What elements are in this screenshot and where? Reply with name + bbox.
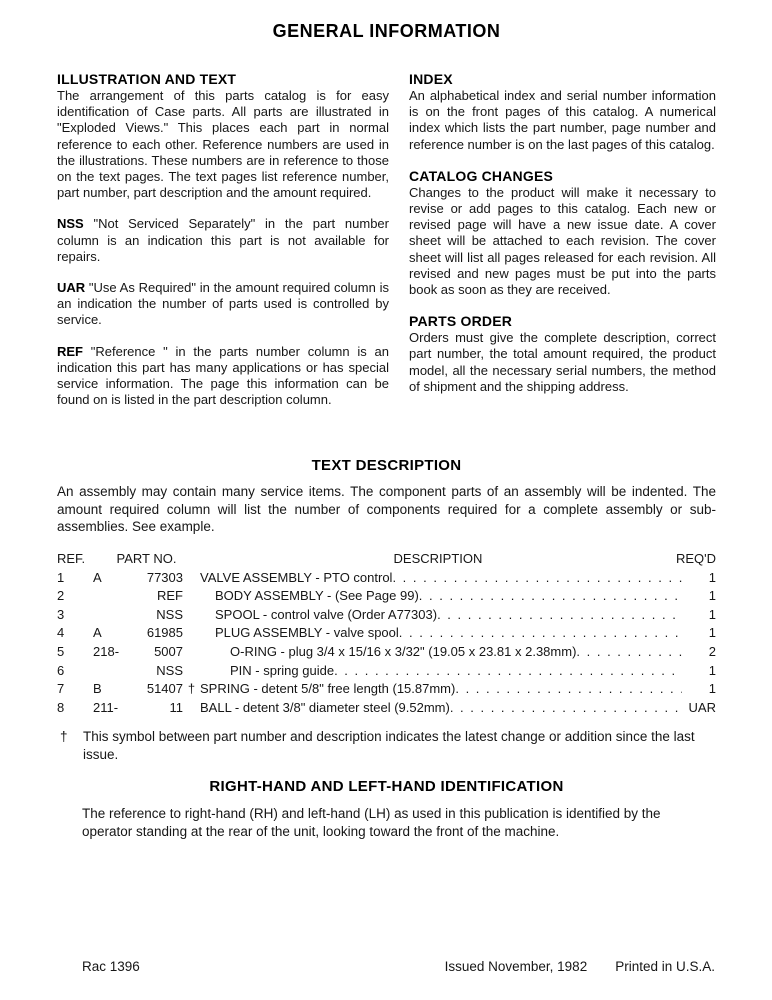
- part-prefix-cell: A: [93, 625, 102, 641]
- section-catalog-changes: [409, 168, 716, 298]
- section-paragraph: The arrangement of this parts catalog is for easy identification of Case parts. All parts are illustrated in "Exploded Views." This places each part in normal reference to each other. Reference numbers are used in the illustrations. These numbers are in reference to those on the text pages. The text pages list reference number, part number, part description and the amount required.: [57, 88, 389, 201]
- right-column: [409, 71, 716, 423]
- section-ref: [57, 344, 389, 409]
- table-row: [57, 569, 716, 588]
- term-text: "Not Serviced Separately" in the part number column is an indication this part is not available for repairs.: [57, 216, 389, 264]
- description-cell: PLUG ASSEMBLY - valve spool: [215, 625, 399, 641]
- part-number-cell: 5007: [154, 643, 183, 659]
- ref-cell: 2: [57, 588, 65, 604]
- table-header-row: [57, 550, 716, 569]
- part-number-cell: 61985: [146, 625, 183, 641]
- term-text: "Reference " in the parts number column is an indication this part has many applications or has special service information. The page this information can be found on is listed in the part description column.: [57, 343, 389, 408]
- text-description-paragraph: An assembly may contain many service items. The component parts of an assembly will be indented. The amount required column will list the number of components required for a complete assembly or sub-assemblies. See example.: [57, 484, 716, 535]
- ref-cell: 4: [57, 625, 65, 641]
- dot-leader: [455, 680, 682, 699]
- change-flag-icon: †: [187, 681, 196, 697]
- header-part-no: PART NO.: [116, 550, 177, 566]
- section-uar: [57, 280, 389, 329]
- dot-leader: [399, 624, 682, 643]
- dagger-footnote: [57, 728, 716, 763]
- table-row: [57, 606, 716, 625]
- section-nss: [57, 216, 389, 265]
- dot-leader: [450, 699, 682, 718]
- description-cell: BODY ASSEMBLY - (See Page 99): [215, 588, 419, 604]
- part-number-cell: 77303: [146, 569, 183, 585]
- header-reqd: REQ'D: [675, 550, 716, 566]
- reqd-cell: 1: [708, 588, 716, 604]
- reqd-cell: 1: [708, 569, 716, 585]
- section-paragraph: [57, 216, 389, 265]
- dot-leader: [392, 569, 682, 588]
- section-parts-order: [409, 313, 716, 395]
- footer-issue-date: Issued November, 1982: [444, 959, 588, 974]
- table-row: [57, 662, 716, 681]
- ref-cell: 3: [57, 606, 65, 622]
- part-number-cell: 51407: [146, 681, 183, 697]
- two-column-section: [57, 71, 716, 423]
- section-paragraph: [57, 280, 389, 329]
- header-description: DESCRIPTION: [393, 550, 483, 566]
- footnote-text: This symbol between part number and description indicates the latest change or addition since the last issue.: [83, 729, 695, 762]
- left-column: [57, 71, 389, 423]
- description-cell: PIN - spring guide: [230, 662, 335, 678]
- text-description-heading: TEXT DESCRIPTION: [311, 457, 462, 475]
- reqd-cell: 1: [708, 662, 716, 678]
- term-lead: REF: [57, 343, 83, 359]
- reqd-cell: 1: [708, 625, 716, 641]
- part-prefix-cell: A: [93, 569, 102, 585]
- ref-cell: 5: [57, 643, 65, 659]
- part-number-cell: NSS: [156, 606, 183, 622]
- table-row: [57, 587, 716, 606]
- term-text: "Use As Required" in the amount required column is an indication the number of parts used is controlled by service.: [57, 280, 389, 328]
- parts-table: [57, 550, 716, 717]
- section-illustration-and-text: [57, 71, 389, 201]
- part-number-cell: REF: [157, 588, 183, 604]
- description-cell: VALVE ASSEMBLY - PTO control: [200, 569, 393, 585]
- ref-cell: 1: [57, 569, 65, 585]
- section-heading: INDEX: [409, 71, 453, 87]
- footer-doc-number: Rac 1396: [82, 959, 140, 974]
- description-cell: SPRING - detent 5/8" free length (15.87mm): [200, 681, 456, 697]
- section-index: [409, 71, 716, 153]
- table-row: [57, 699, 716, 718]
- section-paragraph: Changes to the product will make it necessary to revise or add pages to this catalog. Each new or revised page will have a new issue date. A cover sheet will be attached to each revision. The cover sheet will list all pages released for each revision. All revised and new pages must be put into the parts book as soon as they are received.: [409, 184, 716, 298]
- section-paragraph: An alphabetical index and serial number information is on the front pages of this catalog. A numerical index which lists the part number, page number and reference number is on the last pages of this catalog.: [409, 88, 716, 152]
- dot-leader: [576, 643, 682, 662]
- part-number-cell: 11: [169, 699, 183, 715]
- ref-cell: 7: [57, 681, 65, 697]
- term-lead: NSS: [57, 216, 84, 232]
- part-prefix-cell: B: [93, 681, 102, 697]
- section-paragraph: Orders must give the complete description, correct part number, the total amount required, the product model, all the necessary serial numbers, the method of shipment and the shipping address.: [409, 330, 716, 394]
- rh-lh-heading: RIGHT-HAND AND LEFT-HAND IDENTIFICATION: [209, 778, 564, 796]
- footer-printed-in: Printed in U.S.A.: [615, 959, 715, 974]
- section-heading: ILLUSTRATION AND TEXT: [57, 71, 237, 87]
- reqd-cell: UAR: [688, 699, 716, 715]
- dot-leader: [437, 606, 682, 625]
- dot-leader: [334, 662, 682, 681]
- ref-cell: 8: [57, 699, 65, 715]
- section-heading: PARTS ORDER: [409, 313, 513, 330]
- header-ref: REF.: [57, 550, 86, 566]
- page-title: GENERAL INFORMATION: [272, 21, 501, 41]
- reqd-cell: 1: [708, 606, 716, 622]
- page-footer: [57, 959, 715, 974]
- part-prefix-cell: 218-: [93, 643, 120, 659]
- reqd-cell: 2: [708, 643, 716, 659]
- reqd-cell: 1: [708, 681, 716, 697]
- table-row: [57, 624, 716, 643]
- ref-cell: 6: [57, 662, 65, 678]
- table-row: [57, 643, 716, 662]
- rh-lh-paragraph: The reference to right-hand (RH) and left-hand (LH) as used in this publication is identified by the operator standing at the rear of the unit, looking toward the front of the machine.: [82, 806, 661, 839]
- term-lead: UAR: [57, 280, 86, 296]
- description-cell: SPOOL - control valve (Order A77303): [215, 606, 438, 622]
- table-row: [57, 680, 716, 699]
- section-paragraph: [57, 344, 389, 409]
- part-prefix-cell: 211-: [93, 699, 119, 715]
- dagger-icon: †: [60, 729, 68, 745]
- description-cell: BALL - detent 3/8" diameter steel (9.52mm): [200, 699, 450, 715]
- dot-leader: [419, 587, 682, 606]
- part-number-cell: NSS: [156, 662, 183, 678]
- section-heading: CATALOG CHANGES: [409, 167, 554, 184]
- description-cell: O-RING - plug 3/4 x 15/16 x 3/32" (19.05 x 23.81 x 2.38mm): [230, 643, 577, 659]
